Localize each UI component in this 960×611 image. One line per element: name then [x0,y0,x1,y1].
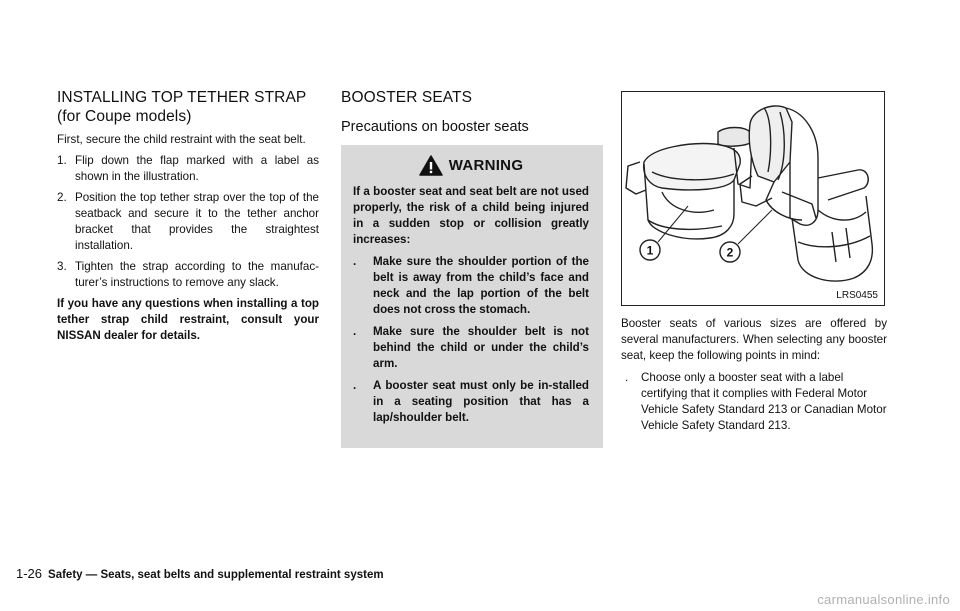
dealer-note: If you have any questions when installing a top tether strap child restraint, consult your NISSAN dealer for details. [57,297,319,342]
warning-item: . Make sure the shoulder belt is not behind the child or under the child’s arm. [353,325,589,370]
callout-2 [720,242,740,262]
warning-box [341,145,603,448]
chapter-title: Safety — Seats, seat belts and supplemental restraint system [48,569,384,581]
warning-list [353,254,589,426]
warning-triangle-icon [419,155,443,176]
step-list [57,153,319,291]
figure-id: LRS0455 [836,290,878,301]
page-footer [16,566,384,581]
step-item: 3. Tighten the strap according to the manufac-turer’s instructions to remove any slack. [57,260,319,289]
booster-intro: Booster seats of various sizes are offered by several manufacturers. When selecting any booster seat, keep the following points in mind: [621,317,887,362]
section-heading-booster-seats: BOOSTER SEATS [341,89,473,106]
page-number: 1-26 [16,566,43,581]
callout-1 [640,240,660,260]
left-column [57,88,319,344]
right-column [621,316,887,434]
warning-item: . A booster seat must only be in-stalled in a seating position that has a lap/shoulder belt. [353,379,589,424]
subheading-precautions: Precautions on booster seats [341,119,529,135]
booster-seats-drawing [622,92,884,305]
selection-points-list [621,370,887,434]
step-item: 1. Flip down the flap marked with a label as shown in the illustration. [57,154,319,183]
warning-title: WARNING [448,157,524,174]
warning-item: . Make sure the shoulder portion of the belt is away from the child’s face and neck and the lap portion of the belt does not cross the stomach. [353,255,589,316]
watermark: carmanualsonline.info [817,592,950,607]
intro-text: First, secure the child restraint with the seat belt. [57,133,306,146]
svg-text:1: 1 [646,243,654,258]
middle-column [341,88,603,448]
svg-text:2: 2 [726,245,734,260]
warning-header [353,155,589,176]
step-item: 2. Position the top tether strap over the top of the seatback and secure it to the tether anchor bracket that provides the straightest installation. [57,191,319,252]
warning-intro: If a booster seat and seat belt are not used properly, the risk of a child being injured in a sudden stop or collision greatly increases: [353,185,589,246]
section-heading-top-tether: INSTALLING TOP TETHER STRAP (for Coupe models) [57,89,307,125]
booster-seat-illustration [621,91,885,306]
selection-point: . Choose only a booster seat with a label certifying that it complies with Federal Motor Vehicle Safety Standard 213 or Canadian Motor Vehicle Safety Standard 213. [625,371,887,432]
